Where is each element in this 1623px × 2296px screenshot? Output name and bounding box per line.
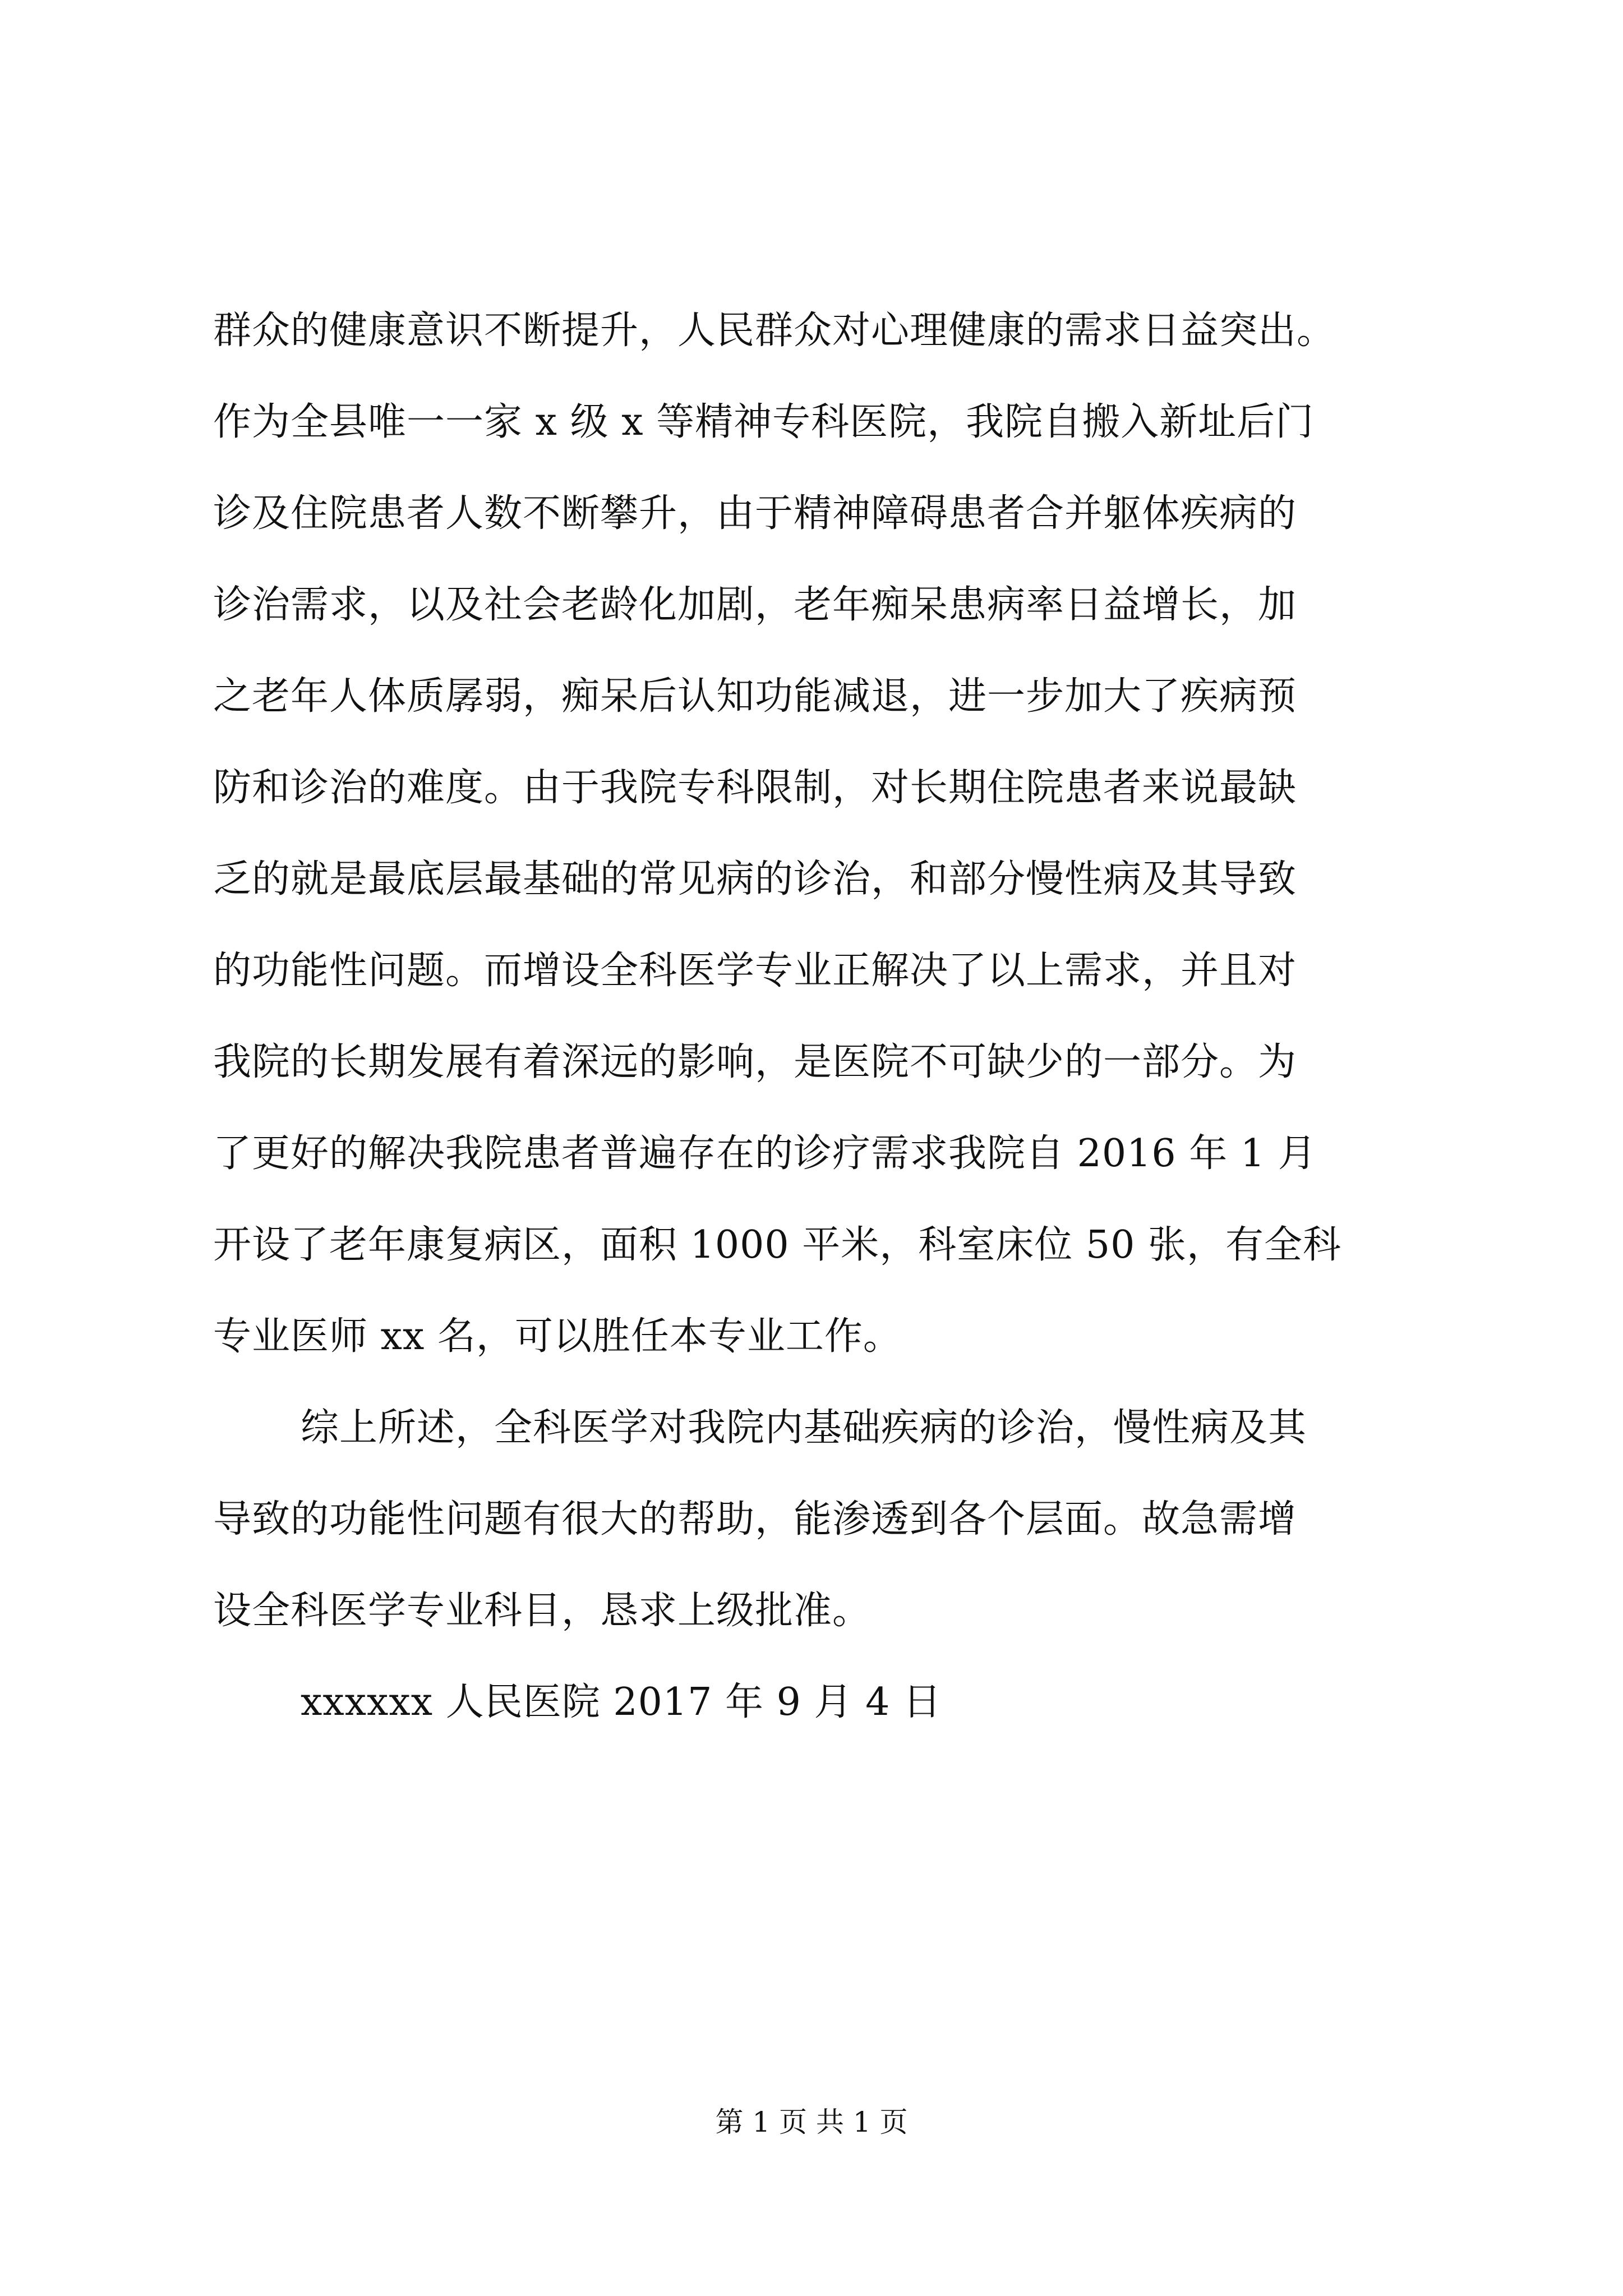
text-line: 了更好的解决我院患者普遍存在的诊疗需求我院自 2016 年 1 月 <box>213 1131 1317 1176</box>
text-line: 我院的长期发展有着深远的影响，是医院不可缺少的一部分。为 <box>213 1040 1297 1084</box>
text-line: 的功能性问题。而增设全科医学专业正解决了以上需求，并且对 <box>213 949 1297 993</box>
text-line: 诊治需求，以及社会老龄化加剧，老年痴呆患病率日益增长，加 <box>213 583 1297 627</box>
text-line: 之老年人体质孱弱，痴呆后认知功能减退，进一步加大了疾病预 <box>213 674 1297 719</box>
text-line: 防和诊治的难度。由于我院专科限制，对长期住院患者来说最缺 <box>213 766 1297 810</box>
text-line: 开设了老年康复病区，面积 1000 平米，科室床位 50 张，有全科 <box>213 1223 1342 1267</box>
paragraph-first-line: 综上所述，全科医学对我院内基础疾病的诊治，慢性病及其 <box>301 1406 1307 1450</box>
text-line: 诊及住院患者人数不断攀升，由于精神障碍患者合并躯体疾病的 <box>213 491 1297 536</box>
text-line: 导致的功能性问题有很大的帮助，能渗透到各个层面。故急需增 <box>213 1497 1297 1542</box>
signature-date-line: xxxxxx 人民医院 2017 年 9 月 4 日 <box>301 1680 942 1724</box>
page-footer: 第 1 页 共 1 页 <box>715 2106 908 2138</box>
text-line: 乏的就是最底层最基础的常见病的诊治，和部分慢性病及其导致 <box>213 857 1297 901</box>
text-line: 设全科医学专业科目，恳求上级批准。 <box>213 1589 872 1633</box>
text-line: 群众的健康意识不断提升，人民群众对心理健康的需求日益突出。 <box>213 309 1336 353</box>
text-line: 专业医师 xx 名，可以胜任本专业工作。 <box>213 1314 902 1359</box>
text-line: 作为全县唯一一家 x 级 x 等精神专科医院，我院自搬入新址后门 <box>213 400 1315 444</box>
